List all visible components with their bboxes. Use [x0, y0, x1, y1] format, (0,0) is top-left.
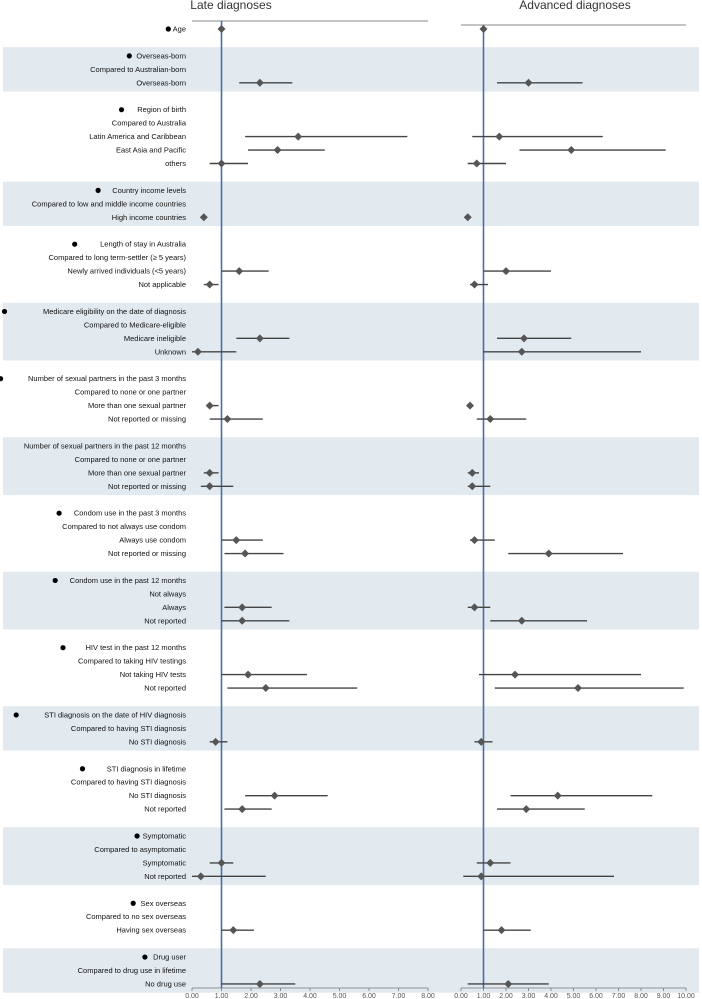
row-label: Not reported or missing — [108, 481, 186, 491]
row-label: Not applicable — [138, 280, 186, 290]
row-label: Unknown — [154, 347, 186, 357]
row-label: Compared to having STI diagnosis — [70, 777, 186, 787]
bullet-icon — [127, 53, 132, 58]
x-tick-label: 8.00 — [421, 993, 435, 999]
point-estimate — [218, 25, 226, 33]
point-estimate — [466, 402, 474, 410]
variable-header: Region of birth — [137, 105, 186, 115]
bullet-icon — [96, 188, 101, 193]
row-label: Not reported — [144, 804, 186, 814]
point-estimate — [206, 402, 214, 410]
x-tick-label: 3.00 — [273, 993, 288, 999]
variable-header: Drug user — [153, 952, 186, 962]
row-label: High income countries — [111, 212, 186, 222]
point-estimate — [206, 281, 214, 289]
row-label: Having sex overseas — [116, 925, 186, 935]
bullet-icon — [72, 242, 77, 247]
row-label: Compared to none or one partner — [74, 454, 186, 464]
variable-header: HIV test in the past 12 months — [85, 643, 186, 653]
row-label: Symptomatic — [142, 858, 186, 868]
point-estimate — [223, 415, 231, 423]
row-label: No STI diagnosis — [128, 737, 186, 747]
row-label: Medicare ineligible — [123, 333, 186, 343]
row-label: Not reported — [144, 683, 186, 693]
point-estimate — [486, 415, 494, 423]
point-estimate — [498, 926, 506, 934]
row-label: No drug use — [145, 979, 186, 989]
x-tick-label: 3.00 — [521, 993, 536, 999]
bullet-icon — [166, 26, 171, 31]
row-label: Compared to no sex overseas — [85, 912, 186, 922]
bullet-icon — [119, 107, 124, 112]
row-label: East Asia and Pacific — [115, 145, 186, 155]
point-estimate — [274, 146, 282, 154]
point-estimate — [522, 805, 530, 813]
row-label: Not reported or missing — [108, 549, 186, 559]
point-estimate — [238, 805, 246, 813]
row-label: More than one sexual partner — [88, 468, 186, 478]
bullet-icon — [14, 712, 19, 717]
variable-header: Sex overseas — [140, 898, 186, 908]
x-tick-label: 8.00 — [634, 993, 648, 999]
bullet-icon — [60, 645, 65, 650]
variable-header: STI diagnosis in lifetime — [106, 764, 186, 774]
point-estimate — [567, 146, 575, 154]
row-label: Compared to having STI diagnosis — [70, 723, 186, 733]
variable-header: STI diagnosis on the date of HIV diagnosis — [44, 710, 186, 720]
x-tick-label: 0.00 — [454, 993, 468, 999]
point-estimate — [229, 926, 237, 934]
bullet-icon — [0, 376, 3, 381]
variable-header: Condom use in the past 3 months — [73, 508, 186, 518]
row-label: Latin America and Caribbean — [89, 132, 186, 142]
panel-title: Late diagnoses — [190, 0, 272, 12]
point-estimate — [218, 160, 226, 168]
point-estimate — [232, 536, 240, 544]
point-estimate — [241, 550, 249, 558]
bullet-icon — [80, 766, 85, 771]
row-label: Not taking HIV tests — [119, 670, 186, 680]
x-tick-label: 5.00 — [332, 993, 347, 999]
bullet-icon — [53, 578, 58, 583]
variable-header: Number of sexual partners in the past 3 months — [28, 374, 186, 384]
point-estimate — [294, 133, 302, 141]
variable-header: Age — [172, 24, 186, 34]
row-label: Always — [162, 602, 186, 612]
row-label: Compared to not always use condom — [62, 522, 186, 532]
bullet-icon — [142, 954, 147, 959]
row-label: Compared to drug use in lifetime — [77, 966, 186, 975]
x-tick-label: 1.00 — [214, 993, 229, 999]
bullet-icon — [2, 309, 7, 314]
row-label: Compared to taking HIV testings — [78, 656, 186, 666]
point-estimate — [545, 550, 553, 558]
x-tick-label: 7.00 — [391, 993, 406, 999]
point-estimate — [271, 792, 279, 800]
row-label: Compared to asymptomatic — [94, 844, 186, 854]
variable-header: Condom use in the past 12 months — [69, 575, 186, 585]
panel-title: Advanced diagnoses — [519, 0, 631, 12]
x-tick-label: 2.00 — [244, 993, 258, 999]
row-label: Compared to none or one partner — [74, 387, 186, 397]
row-label: Compared to Australia — [111, 118, 186, 128]
x-tick-label: 6.00 — [589, 993, 603, 999]
variable-header: Country income levels — [112, 185, 186, 195]
point-estimate — [554, 792, 562, 800]
variable-header: Length of stay in Australia — [100, 239, 186, 249]
x-tick-label: 10.00 — [677, 993, 695, 999]
row-label: Not always — [149, 589, 186, 599]
point-estimate — [480, 25, 488, 33]
row-label: Newly arrived individuals (<5 years) — [67, 266, 186, 276]
point-estimate — [235, 267, 243, 275]
row-label: Not reported or missing — [108, 414, 186, 424]
variable-header: Number of sexual partners in the past 12 months — [23, 441, 186, 451]
point-estimate — [471, 281, 479, 289]
variable-header: Symptomatic — [142, 831, 186, 841]
x-tick-label: 0.00 — [185, 993, 199, 999]
row-label: No STI diagnosis — [128, 791, 186, 801]
x-tick-label: 2.00 — [499, 993, 513, 999]
x-tick-label: 4.00 — [544, 993, 558, 999]
row-label: Compared to low and middle income countries — [31, 199, 186, 209]
row-label: Compared to Australian-born — [90, 64, 186, 74]
x-tick-label: 9.00 — [656, 993, 671, 999]
bullet-icon — [131, 901, 136, 906]
row-label: Not reported — [144, 871, 186, 881]
row-label: More than one sexual partner — [88, 401, 186, 411]
row-label: Not reported — [144, 616, 186, 626]
x-tick-label: 6.00 — [362, 993, 376, 999]
point-estimate — [473, 160, 481, 168]
x-tick-label: 7.00 — [611, 993, 626, 999]
point-estimate — [244, 671, 252, 679]
row-label: others — [165, 159, 186, 168]
variable-header: Medicare eligibility on the date of diagnosis — [42, 306, 186, 316]
x-tick-label: 5.00 — [566, 993, 581, 999]
row-label: Always use condom — [119, 535, 186, 545]
bullet-icon — [57, 511, 62, 516]
x-tick-label: 1.00 — [476, 993, 491, 999]
row-label: Compared to Medicare-eligible — [83, 320, 186, 330]
bullet-icon — [135, 833, 140, 838]
row-label: Overseas-born — [136, 78, 186, 88]
point-estimate — [262, 684, 270, 692]
point-estimate — [495, 133, 503, 141]
row-label: Compared to long term-settler (≥ 5 years) — [48, 253, 186, 263]
point-estimate — [511, 671, 519, 679]
point-estimate — [502, 267, 510, 275]
point-estimate — [574, 684, 582, 692]
variable-header: Overseas-born — [136, 51, 186, 61]
x-tick-label: 4.00 — [303, 993, 317, 999]
point-estimate — [471, 536, 479, 544]
